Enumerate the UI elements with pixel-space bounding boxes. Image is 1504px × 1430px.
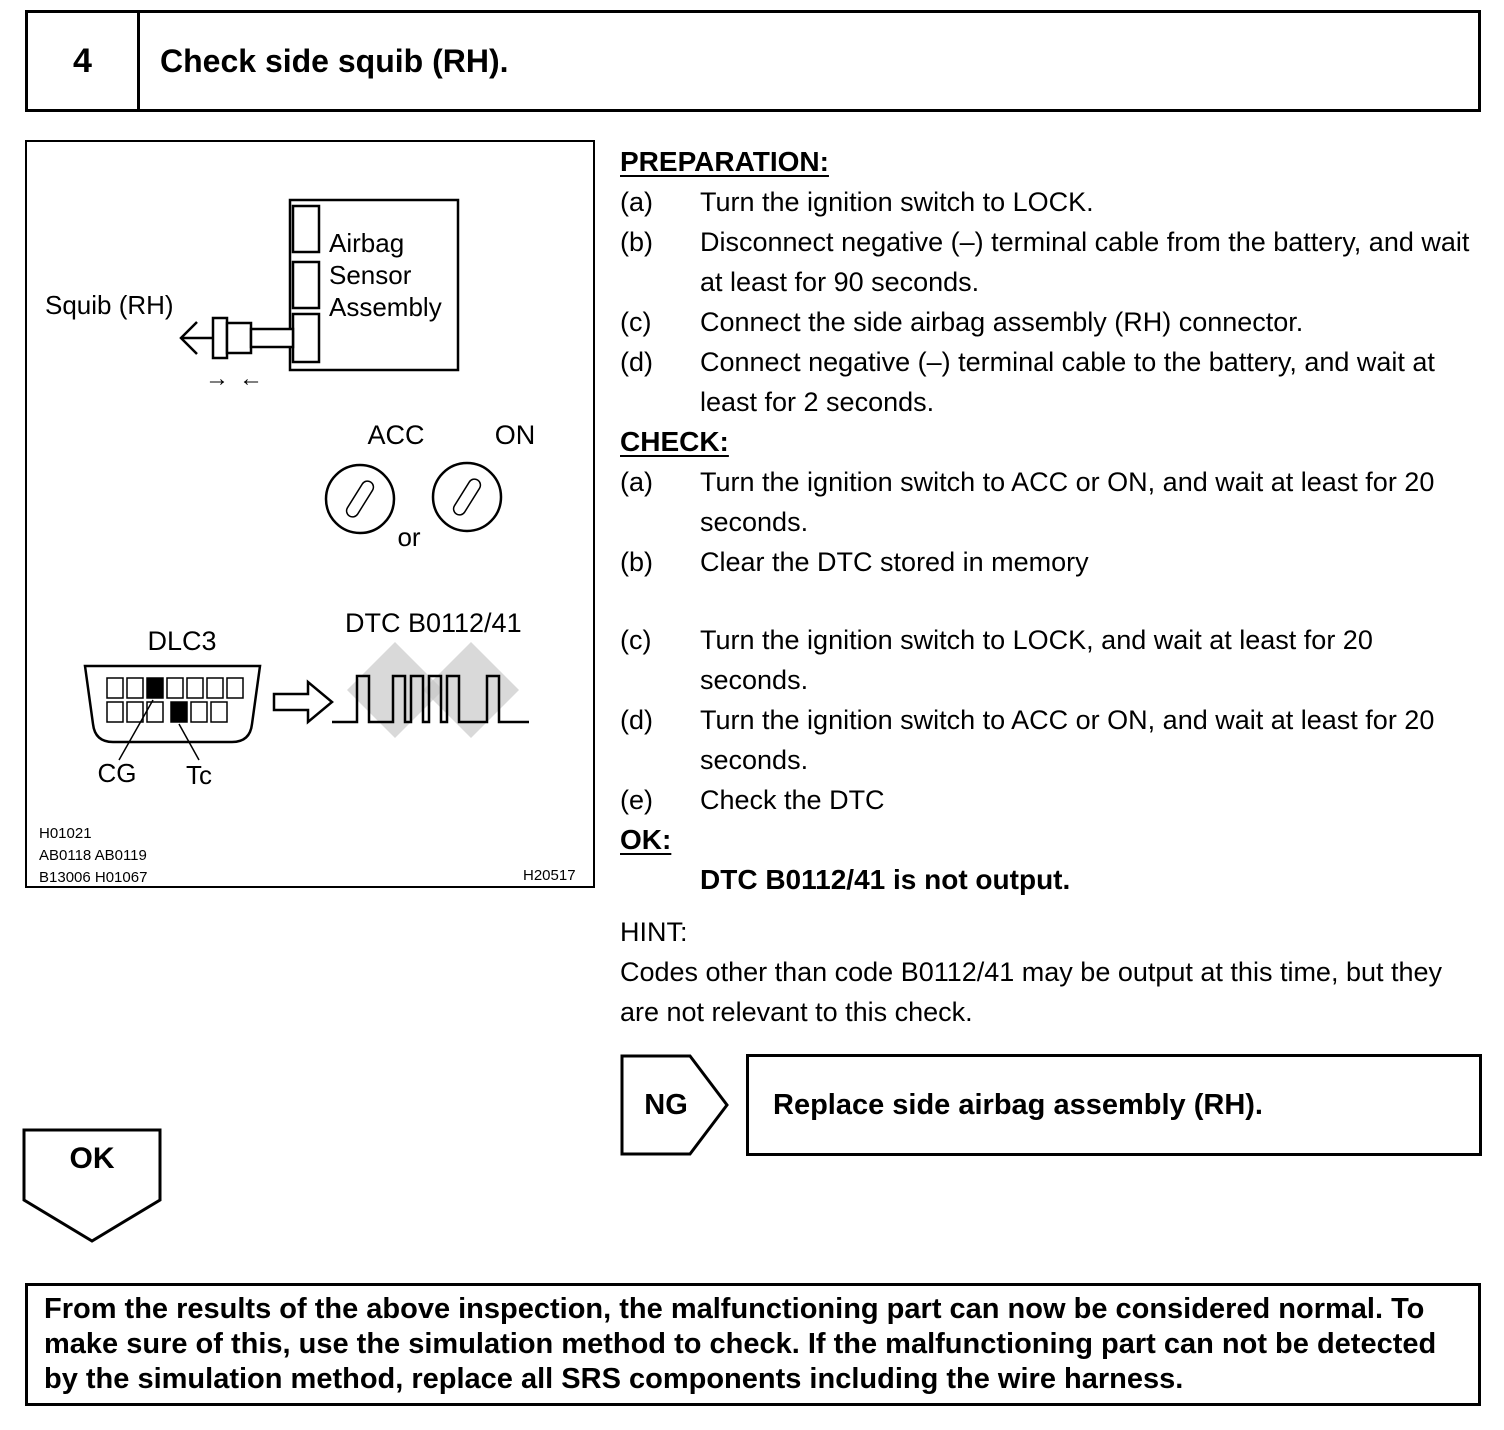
preparation-item-c [620, 302, 1482, 342]
sensor-label-line1: Airbag [329, 228, 405, 258]
ok-heading: OK: [620, 824, 672, 855]
item-text: Turn the ignition switch to ACC or ON, and wait at least for 20 seconds. [700, 467, 1435, 537]
dtc-label: DTC B0112/41 [345, 608, 522, 638]
diagram-svg [27, 142, 593, 886]
ok-flow-shape [22, 1128, 162, 1244]
sensor-label-line2: Sensor [329, 260, 412, 290]
conclusion-box: From the results of the above inspection, the malfunctioning part can now be considered normal. To make sure of this, use the simulation method to check. If the malfunctioning part can not be detected by the simulation method, replace all SRS components including the wire harness. [25, 1283, 1481, 1406]
item-label: (a) [620, 187, 653, 217]
item-text: Check the DTC [700, 785, 885, 815]
part-number-4: H20517 [523, 867, 576, 884]
check-item-a [620, 462, 1482, 542]
ok-result: DTC B0112/41 is not output. [700, 864, 1071, 895]
cg-label: CG [97, 758, 137, 788]
preparation-heading: PREPARATION: [620, 146, 829, 177]
sensor-label-line3: Assembly [329, 292, 442, 322]
item-text: Turn the ignition switch to LOCK, and wait at least for 20 seconds. [700, 625, 1373, 695]
item-text: Connect the side airbag assembly (RH) connector. [700, 307, 1304, 337]
part-number-2: AB0118 AB0119 [39, 847, 147, 864]
on-label: ON [494, 420, 536, 450]
acc-label: ACC [367, 420, 425, 450]
check-heading: CHECK: [620, 426, 729, 457]
item-text: Connect negative (–) terminal cable to the battery, and wait at least for 2 seconds. [700, 347, 1435, 417]
part-number-3: B13006 H01067 [39, 869, 148, 886]
ng-label: NG [644, 1089, 688, 1121]
figure-part-numbers [39, 825, 576, 886]
squib-label: Squib (RH) [45, 290, 174, 320]
item-label: (b) [620, 547, 653, 577]
dtc-waveform-diagram [332, 608, 529, 738]
item-label: (d) [620, 705, 653, 735]
item-label: (e) [620, 785, 653, 815]
part-number-1: H01021 [39, 825, 92, 842]
dlc3-connector-diagram [85, 626, 260, 790]
arrow-right-icon: → [205, 365, 229, 392]
item-label: (d) [620, 347, 653, 377]
hint-text: Codes other than code B0112/41 may be output at this time, but they are not relevant to this check. [620, 957, 1443, 1027]
or-label: or [397, 522, 421, 552]
airbag-sensor-assembly-diagram [290, 200, 458, 370]
check-item-e [620, 780, 1482, 820]
item-text: Turn the ignition switch to LOCK. [700, 187, 1094, 217]
arrow-left-icon: ← [239, 365, 263, 392]
item-text: Clear the DTC stored in memory [700, 547, 1089, 577]
tc-pin [171, 702, 187, 722]
item-label: (c) [620, 625, 652, 655]
diagram-box [25, 140, 595, 888]
step-header [25, 10, 1481, 112]
item-text: Turn the ignition switch to ACC or ON, and wait at least for 20 seconds. [700, 705, 1435, 775]
ng-branch [620, 1054, 1482, 1156]
squib-connector-diagram [45, 290, 293, 392]
item-text: Disconnect negative (–) terminal cable from the battery, and wait at least for 90 seconds. [700, 227, 1470, 297]
preparation-item-a [620, 182, 1482, 222]
check-item-c [620, 620, 1482, 700]
ng-arrow-shape [620, 1054, 730, 1156]
item-label: (c) [620, 307, 652, 337]
block-arrow-icon [274, 682, 332, 722]
step-number: 4 [28, 13, 140, 109]
item-label: (b) [620, 227, 653, 257]
check-item-b [620, 542, 1482, 582]
ng-action-box: Replace side airbag assembly (RH). [746, 1054, 1482, 1156]
preparation-item-d [620, 342, 1482, 422]
step-title: Check side squib (RH). [160, 42, 509, 79]
ignition-switch-on-icon [433, 420, 535, 531]
check-item-d [620, 700, 1482, 780]
ignition-switch-acc-icon [326, 420, 425, 533]
tc-label: Tc [186, 760, 212, 790]
procedure-text [620, 142, 1482, 1156]
item-label: (a) [620, 467, 653, 497]
ok-flow-label: OK [69, 1142, 115, 1175]
preparation-item-b [620, 222, 1482, 302]
cg-pin [147, 678, 163, 698]
hint-heading: HINT: [620, 917, 688, 947]
dlc3-label: DLC3 [147, 626, 217, 656]
